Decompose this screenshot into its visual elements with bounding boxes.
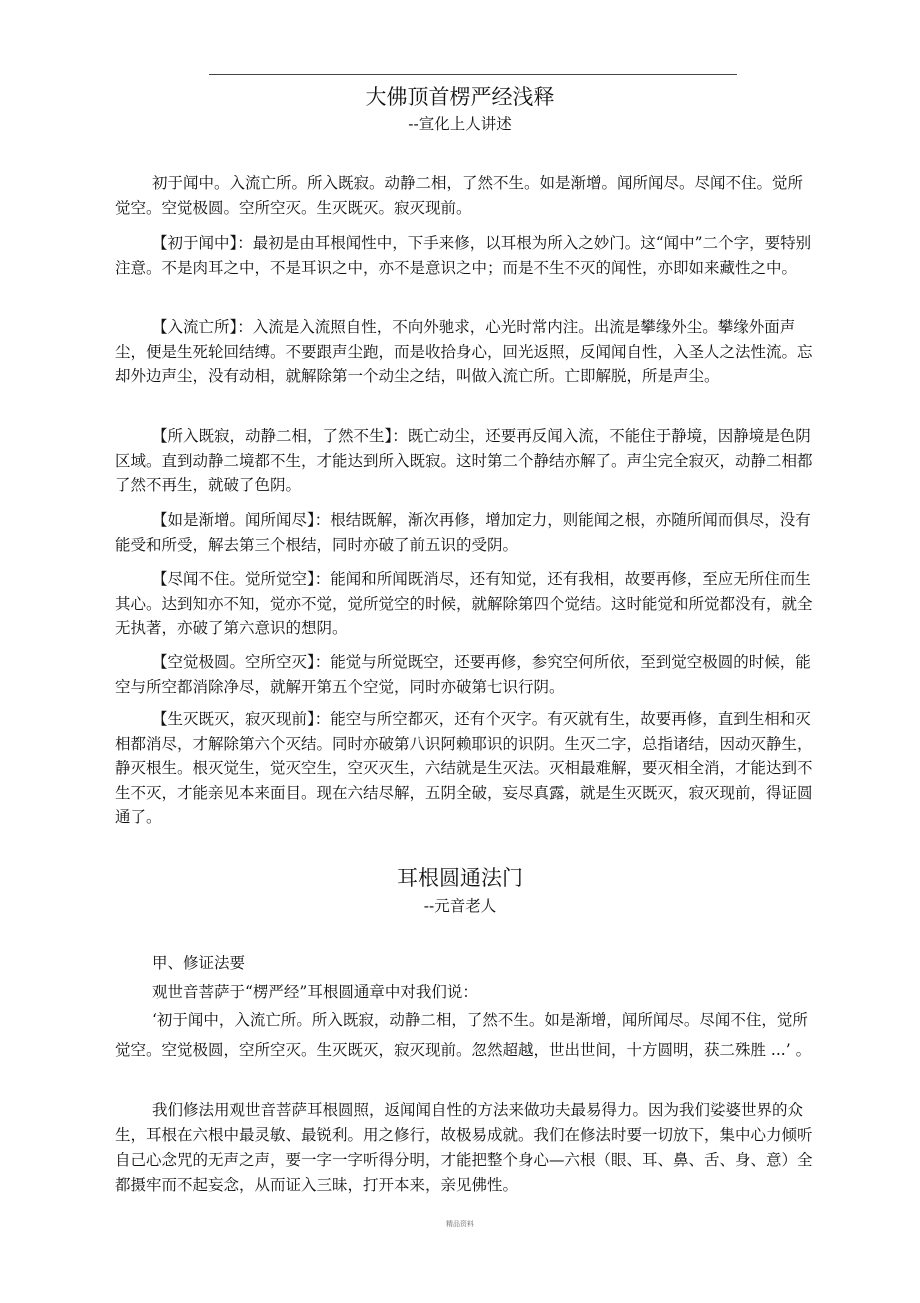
section1-paragraph-8: 【生灭既灭，寂灭现前】：能空与所空都灭，还有个灭字。有灭就有生，故要再修，直到生相和灭相都消尽，才解除第六个灭结。同时亦破第八识阿赖耶识的识阴。生灭二字，总指诸结，因动灭静生，静灭根生。根灭觉生，觉灭空生，空灭灭生，六结就是生灭法。灭相最难解，要灭相全消，才能达到不生不灭，才能亲见本来面目。现在六结尽解，五阴全破，妄尽真露，就是生灭既灭，寂灭现前，得证圆通了。 bbox=[115, 710, 813, 827]
section2-title: 耳根圆通法门 bbox=[397, 866, 523, 890]
page-footer: 精品资料 bbox=[446, 1220, 474, 1228]
section2-intro: 观世音菩萨于“楞严经”耳根圆通章中对我们说： bbox=[152, 983, 478, 1001]
section2-body: 我们修法用观世音菩萨耳根圆照，返闻闻自性的方法来做功夫最易得力。因为我们娑婆世界的众生，耳根在六根中最灵敏、最锐利。用之修行，故极易成就。我们在修法时要一切放下，集中心力倾听自己心念咒的无声之声，要一字一字听得分明，才能把整个身心—六根（眼、耳、鼻、舌、身、意）全都摄牢而不起妄念，从而证入三昧，打开本来，亲见佛性。 bbox=[115, 1101, 813, 1194]
section1-paragraph-5: 【如是渐增。闻所闻尽】：根结既解，渐次再修，增加定力，则能闻之根，亦随所闻而俱尽，没有能受和所受，解去第三个根结，同时亦破了前五识的受阴。 bbox=[115, 511, 811, 554]
section1-paragraph-7: 【空觉极圆。空所空灭】：能觉与所觉既空，还要再修，参究空何所依，至到觉空极圆的时候，能空与所空都消除净尽，就解开第五个空觉，同时亦破第七识行阴。 bbox=[115, 653, 811, 696]
top-rule bbox=[209, 74, 737, 75]
section1-author: --宣化上人讲述 bbox=[408, 115, 512, 133]
section2-quote: ‘初于闻中，入流亡所。所入既寂，动静二相，了然不生。如是渐增，闻所闻尽。尽闻不住，觉所觉空。空觉极圆，空所空灭。生灭既灭，寂灭现前。忽然超越，世出世间，十方圆明，获二殊胜 ...’ 。 bbox=[115, 1011, 812, 1059]
section1-title: 大佛顶首楞严经浅释 bbox=[365, 85, 555, 109]
section1-paragraph-1: 初于闻中。入流亡所。所入既寂。动静二相，了然不生。如是渐增。闻所闻尽。尽闻不住。觉所觉空。空觉极圆。空所空灭。生灭既灭。寂灭现前。 bbox=[115, 174, 804, 217]
section1-paragraph-3: 【入流亡所】：入流是入流照自性，不向外驰求，心光时常内注。出流是攀缘外尘。攀缘外面声尘，便是生死轮回结缚。不要跟声尘跑，而是收拾身心，回光返照，反闻闻自性，入圣人之法性流。忘却外边声尘，没有动相，就解除第一个动尘之结，叫做入流亡所。亡即解脱，所是声尘。 bbox=[115, 318, 813, 386]
section1-paragraph-2: 【初于闻中】：最初是由耳根闻性中，下手来修，以耳根为所入之妙门。这“闻中”二个字，要特别注意。不是肉耳之中，不是耳识之中，亦不是意识之中；而是不生不灭的闻性，亦即如来藏性之中。 bbox=[115, 234, 812, 277]
section1-paragraph-6: 【尽闻不住。觉所觉空】：能闻和所闻既消尽，还有知觉，还有我相，故要再修，至应无所住而生其心。达到知亦不知，觉亦不觉，觉所觉空的时候，就解除第四个觉结。这时能觉和所觉都没有，就全无执著，亦破了第六意识的想阴。 bbox=[115, 570, 813, 638]
section1-paragraph-4: 【所入既寂，动静二相，了然不生】：既亡动尘，还要再反闻入流，不能住于静境，因静境是色阴区域。直到动静二境都不生，才能达到所入既寂。这时第二个静结亦解了。声尘完全寂灭，动静二相都了然不再生，就破了色阴。 bbox=[115, 427, 813, 495]
section2-author: --元音老人 bbox=[423, 897, 497, 915]
section2-heading: 甲、修证法要 bbox=[152, 954, 246, 972]
